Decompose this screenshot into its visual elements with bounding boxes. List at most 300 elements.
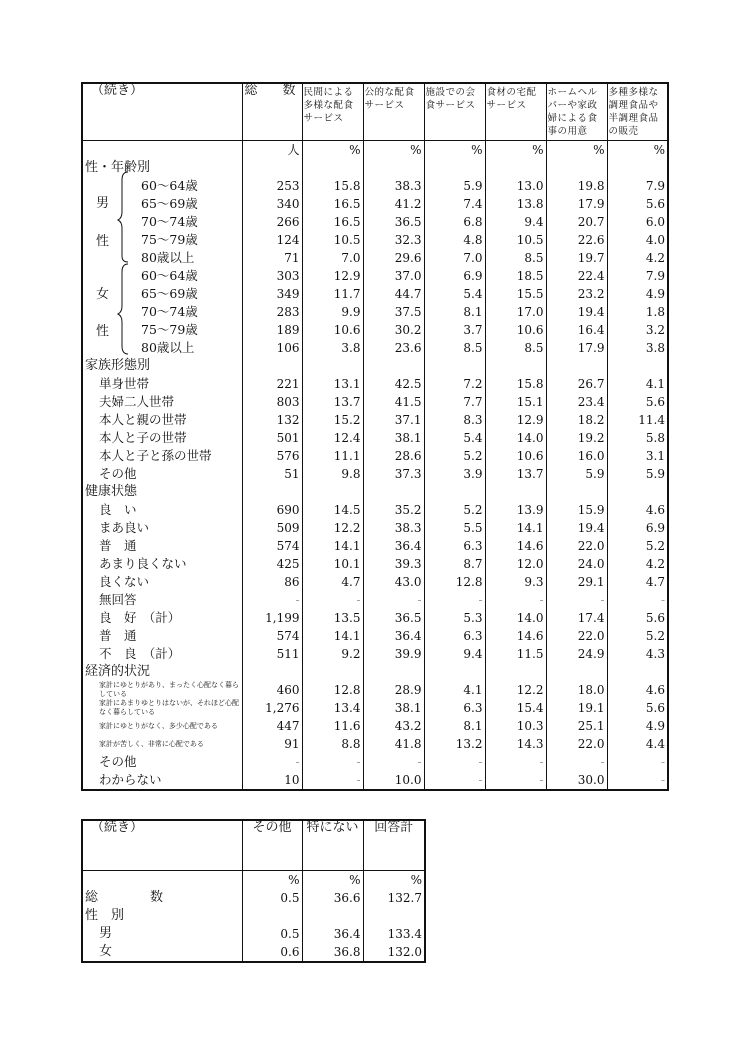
table-cell: -	[302, 753, 363, 771]
row-label: 本人と親の世帯	[99, 412, 187, 427]
table-cell: 9.3	[485, 573, 546, 591]
unit-cell: %	[546, 141, 607, 160]
table-cell: 36.6	[302, 889, 363, 907]
table-cell: 5.6	[607, 699, 668, 717]
row-label: 不 良 （計）	[99, 646, 181, 661]
table-cell: 26.7	[546, 375, 607, 393]
table-cell: 133.4	[363, 925, 425, 943]
table-cell: 41.5	[363, 393, 424, 411]
table-cell: 0.6	[242, 943, 302, 962]
table-cell: 14.5	[302, 501, 363, 519]
section-header-row	[82, 483, 668, 501]
table-cell: 7.2	[424, 375, 485, 393]
table-cell: 189	[242, 321, 302, 339]
table-cell: 14.6	[485, 627, 546, 645]
table-cell: 5.5	[424, 519, 485, 537]
unit-cell: %	[363, 141, 424, 160]
unit-row	[82, 141, 668, 160]
table-cell: 5.2	[424, 447, 485, 465]
table-row	[82, 717, 668, 735]
survey-table-continued	[81, 819, 426, 963]
table-cell: 10.6	[485, 447, 546, 465]
table-cell: -	[607, 753, 668, 771]
section-header-row	[82, 159, 668, 177]
table-cell: 5.6	[607, 195, 668, 213]
table-cell: 23.6	[363, 339, 424, 357]
unit-cell: 人	[242, 141, 302, 160]
table-cell: 4.9	[607, 717, 668, 735]
row-label: 無回答	[99, 592, 137, 607]
column-header: 多種多様な調理食品や半調理食品の販売	[607, 83, 668, 141]
row-label: 総 数	[85, 889, 164, 905]
unit-cell: %	[363, 870, 425, 889]
table-cell: 86	[242, 573, 302, 591]
table-cell: 5.2	[607, 537, 668, 555]
table-row	[82, 753, 668, 771]
table-cell: 7.0	[302, 249, 363, 267]
table-row	[82, 609, 668, 627]
table-cell: 4.2	[607, 555, 668, 573]
table-row	[82, 249, 668, 267]
row-label: まあ良い	[99, 520, 150, 535]
table-cell: 5.2	[607, 627, 668, 645]
table-cell: 43.2	[363, 717, 424, 735]
table-cell: 15.8	[302, 177, 363, 195]
table-cell: 10.0	[363, 771, 424, 790]
table-cell: 9.9	[302, 303, 363, 321]
table-cell: 18.0	[546, 681, 607, 699]
table-cell: 3.1	[607, 447, 668, 465]
table-cell: 1,276	[242, 699, 302, 717]
table-cell: 10.1	[302, 555, 363, 573]
table-cell: 511	[242, 645, 302, 663]
table-row	[82, 339, 668, 357]
table-cell: 283	[242, 303, 302, 321]
table-cell: 37.3	[363, 465, 424, 483]
sex-label-male-2: 性	[96, 234, 110, 249]
table-cell: 32.3	[363, 231, 424, 249]
column-header: 回答計	[363, 820, 425, 870]
table-cell: 5.4	[424, 429, 485, 447]
table-row	[82, 943, 425, 962]
row-label: 普 通	[99, 628, 137, 643]
table-row	[82, 681, 668, 699]
table-cell: 43.0	[363, 573, 424, 591]
table-cell: 22.0	[546, 735, 607, 753]
table-row	[82, 447, 668, 465]
table-cell: 10.6	[485, 321, 546, 339]
table-cell: -	[242, 753, 302, 771]
table-cell: 3.2	[607, 321, 668, 339]
table-cell: 6.3	[424, 537, 485, 555]
table-cell: 460	[242, 681, 302, 699]
table-row	[82, 907, 425, 925]
table-cell: 340	[242, 195, 302, 213]
table-row	[82, 519, 668, 537]
section-header-row	[82, 357, 668, 375]
table-cell: 22.0	[546, 627, 607, 645]
table-cell: 6.9	[424, 267, 485, 285]
section-title: 性・年齢別	[85, 160, 151, 175]
table-cell: 425	[242, 555, 302, 573]
total-header: 総 数	[242, 83, 302, 141]
table-cell: 8.5	[485, 249, 546, 267]
table-cell: 10.3	[485, 717, 546, 735]
table-cell: 4.6	[607, 681, 668, 699]
table-cell: 10	[242, 771, 302, 790]
table-cell: 13.2	[424, 735, 485, 753]
table-cell: 12.2	[302, 519, 363, 537]
table-cell: 106	[242, 339, 302, 357]
table-cell: 5.8	[607, 429, 668, 447]
sex-label-male-1: 男	[96, 196, 110, 211]
table-cell: 7.7	[424, 393, 485, 411]
table-cell: 15.2	[302, 411, 363, 429]
table-cell: -	[485, 771, 546, 790]
brace-icon	[116, 170, 130, 356]
table-cell: -	[546, 591, 607, 609]
table-cell: 14.6	[485, 537, 546, 555]
row-label: 良 い	[99, 502, 137, 517]
table-cell: 14.3	[485, 735, 546, 753]
column-header: 施設での会食サービス	[424, 83, 485, 141]
table-cell: 6.3	[424, 627, 485, 645]
row-label: 80歳以上	[141, 250, 195, 265]
table-cell: 349	[242, 285, 302, 303]
table-cell: 36.8	[302, 943, 363, 962]
table-cell: 15.9	[546, 501, 607, 519]
unit-cell: %	[302, 870, 363, 889]
table-cell: 5.4	[424, 285, 485, 303]
table-row	[82, 267, 668, 285]
table-cell: 5.9	[546, 465, 607, 483]
table-cell: 13.1	[302, 375, 363, 393]
row-label: その他	[99, 466, 137, 481]
table-cell: 3.7	[424, 321, 485, 339]
table-cell: 18.2	[546, 411, 607, 429]
row-label: 家計にゆとりがあり、まったく心配なく暮らしている	[99, 681, 239, 698]
table-cell: 22.0	[546, 537, 607, 555]
table-cell: 22.4	[546, 267, 607, 285]
table-cell: 7.4	[424, 195, 485, 213]
table-cell: 17.9	[546, 339, 607, 357]
table-cell: 29.1	[546, 573, 607, 591]
sex-label-female-1: 女	[96, 287, 110, 302]
table-row	[82, 573, 668, 591]
table-cell: 4.3	[607, 645, 668, 663]
table-cell: 38.1	[363, 699, 424, 717]
table-cell: 13.7	[302, 393, 363, 411]
table-cell: 7.9	[607, 267, 668, 285]
table-cell: 38.3	[363, 519, 424, 537]
table-cell: 16.5	[302, 213, 363, 231]
table-cell: 124	[242, 231, 302, 249]
table-cell: 574	[242, 537, 302, 555]
table-cell: 13.4	[302, 699, 363, 717]
column-header: 公的な配食サービス	[363, 83, 424, 141]
unit-cell: %	[607, 141, 668, 160]
table-cell: 6.0	[607, 213, 668, 231]
table-row	[82, 501, 668, 519]
table-cell: 8.5	[424, 339, 485, 357]
table-cell: 690	[242, 501, 302, 519]
row-label: 夫婦二人世帯	[99, 394, 175, 409]
table-cell: 37.1	[363, 411, 424, 429]
table-cell	[242, 907, 302, 925]
table-row	[82, 177, 668, 195]
table-row	[82, 591, 668, 609]
table-cell: 0.5	[242, 925, 302, 943]
table-cell: 22.6	[546, 231, 607, 249]
table-cell: 18.5	[485, 267, 546, 285]
table-cell: 8.1	[424, 303, 485, 321]
table-cell: 14.1	[485, 519, 546, 537]
unit-cell: %	[424, 141, 485, 160]
section-title: 家族形態別	[85, 358, 151, 373]
table-row	[82, 375, 668, 393]
unit-cell: %	[485, 141, 546, 160]
table-cell: 0.5	[242, 889, 302, 907]
table-row	[82, 735, 668, 753]
table-cell: 4.0	[607, 231, 668, 249]
table-cell: 509	[242, 519, 302, 537]
table-row	[82, 537, 668, 555]
table-cell: 19.7	[546, 249, 607, 267]
table-cell: 5.3	[424, 609, 485, 627]
table-cell: 71	[242, 249, 302, 267]
table-cell: 4.2	[607, 249, 668, 267]
table-cell: 17.9	[546, 195, 607, 213]
row-label: 家計にゆとりがなく、多少心配である	[99, 721, 218, 730]
table-cell: 3.8	[302, 339, 363, 357]
table-cell: 11.4	[607, 411, 668, 429]
table-cell: 4.1	[424, 681, 485, 699]
table-cell: 14.0	[485, 429, 546, 447]
table-row	[82, 627, 668, 645]
table-cell: 8.8	[302, 735, 363, 753]
table-cell: 19.8	[546, 177, 607, 195]
table-cell: 37.5	[363, 303, 424, 321]
table-cell: 303	[242, 267, 302, 285]
table-cell: 17.0	[485, 303, 546, 321]
table-row	[82, 321, 668, 339]
table-cell: 132.7	[363, 889, 425, 907]
table-cell: 266	[242, 213, 302, 231]
table-cell: 9.8	[302, 465, 363, 483]
table-cell: 7.9	[607, 177, 668, 195]
column-header: 特にない	[302, 820, 363, 870]
table-cell: 29.6	[363, 249, 424, 267]
row-label: 65～69歳	[141, 196, 198, 211]
row-label: 家計が苦しく、非常に心配である	[99, 739, 204, 748]
table-cell: 13.9	[485, 501, 546, 519]
table-cell: 36.5	[363, 609, 424, 627]
table-cell: 28.6	[363, 447, 424, 465]
table-cell: -	[424, 753, 485, 771]
table-cell: 10.6	[302, 321, 363, 339]
row-label: その他	[99, 754, 137, 769]
table-cell: 3.8	[607, 339, 668, 357]
table-cell: 132.0	[363, 943, 425, 962]
table-cell: 20.7	[546, 213, 607, 231]
table-cell: -	[607, 591, 668, 609]
table-cell: 10.5	[485, 231, 546, 249]
row-label: 70～74歳	[141, 214, 198, 229]
table-cell: 13.7	[485, 465, 546, 483]
row-label: 男	[99, 925, 113, 941]
table-cell: 28.9	[363, 681, 424, 699]
table-cell: 11.5	[485, 645, 546, 663]
survey-table-main	[81, 82, 669, 791]
section-title: 経済的状況	[85, 664, 151, 679]
table-cell: 3.9	[424, 465, 485, 483]
table-cell: 38.1	[363, 429, 424, 447]
row-label: わからない	[99, 772, 162, 787]
row-label: 65～69歳	[141, 286, 198, 301]
table-cell: 4.1	[607, 375, 668, 393]
row-label: 75～79歳	[141, 322, 198, 337]
table-row	[82, 213, 668, 231]
table-cell: 15.1	[485, 393, 546, 411]
table-cell	[302, 907, 363, 925]
table-cell: 221	[242, 375, 302, 393]
table-row	[82, 411, 668, 429]
table-cell: 9.4	[485, 213, 546, 231]
table-cell: 5.2	[424, 501, 485, 519]
table-cell: 5.9	[424, 177, 485, 195]
column-header: その他	[242, 820, 302, 870]
table-cell: 38.3	[363, 177, 424, 195]
table-cell: 4.4	[607, 735, 668, 753]
table-row	[82, 889, 425, 907]
table-cell: 4.8	[424, 231, 485, 249]
row-label: 女	[99, 943, 113, 959]
table-cell: 41.2	[363, 195, 424, 213]
row-label: あまり良くない	[99, 556, 187, 571]
table-cell: 13.5	[302, 609, 363, 627]
table-cell: 12.4	[302, 429, 363, 447]
table-corner-label: （続き）	[91, 83, 144, 98]
table-cell: 17.4	[546, 609, 607, 627]
table-cell: 4.7	[607, 573, 668, 591]
table-cell: 41.8	[363, 735, 424, 753]
table-cell: 5.9	[607, 465, 668, 483]
table-cell: 12.8	[424, 573, 485, 591]
row-label: 60～64歳	[141, 268, 198, 283]
table-row	[82, 645, 668, 663]
table-cell	[363, 907, 425, 925]
table-cell: 19.2	[546, 429, 607, 447]
table-cell: -	[485, 591, 546, 609]
row-label: 家計にあまりゆとりはないが、それほど心配なく暮らしている	[99, 699, 239, 716]
table-row	[82, 465, 668, 483]
table-cell: 39.9	[363, 645, 424, 663]
table-cell: 42.5	[363, 375, 424, 393]
table-cell: 36.5	[363, 213, 424, 231]
table-cell: 12.0	[485, 555, 546, 573]
table-cell: 9.4	[424, 645, 485, 663]
table-cell: -	[363, 591, 424, 609]
table-cell: 576	[242, 447, 302, 465]
table-cell: -	[607, 771, 668, 790]
table-cell: 8.5	[485, 339, 546, 357]
section-header-row	[82, 663, 668, 681]
table-row	[82, 303, 668, 321]
table-cell: 11.7	[302, 285, 363, 303]
table-cell: 4.9	[607, 285, 668, 303]
table-cell: -	[302, 771, 363, 790]
row-label: 良くない	[99, 574, 150, 589]
section-title: 健康状態	[85, 484, 138, 499]
table-cell: 14.1	[302, 627, 363, 645]
table-cell: 12.9	[302, 267, 363, 285]
table-row	[82, 285, 668, 303]
table-row	[82, 429, 668, 447]
table-row	[82, 771, 668, 790]
table-cell: 447	[242, 717, 302, 735]
table-cell: 1.8	[607, 303, 668, 321]
table-cell: 37.0	[363, 267, 424, 285]
table-cell: 19.4	[546, 303, 607, 321]
column-header: ホームヘルパーや家政婦による食事の用意	[546, 83, 607, 141]
table-cell: 574	[242, 627, 302, 645]
table-cell: -	[363, 753, 424, 771]
table-row	[82, 925, 425, 943]
table-cell: 501	[242, 429, 302, 447]
table-cell: 15.5	[485, 285, 546, 303]
table-cell: 24.9	[546, 645, 607, 663]
table-cell: 36.4	[363, 627, 424, 645]
table-cell: -	[424, 591, 485, 609]
row-label: 本人と子と孫の世帯	[99, 448, 212, 463]
table-cell: -	[242, 591, 302, 609]
table-cell: -	[302, 591, 363, 609]
table-cell: 14.0	[485, 609, 546, 627]
table-cell: -	[546, 753, 607, 771]
row-label: 80歳以上	[141, 340, 195, 355]
table-cell: 25.1	[546, 717, 607, 735]
unit-cell: %	[242, 870, 302, 889]
table-cell: 7.0	[424, 249, 485, 267]
table-cell: 23.2	[546, 285, 607, 303]
table-cell: 12.8	[302, 681, 363, 699]
row-label: 単身世帯	[99, 376, 150, 391]
table-cell: -	[485, 753, 546, 771]
table-cell: 30.2	[363, 321, 424, 339]
table-cell: 803	[242, 393, 302, 411]
table-cell: 5.6	[607, 393, 668, 411]
column-header: 食材の宅配サービス	[485, 83, 546, 141]
table-cell: 6.8	[424, 213, 485, 231]
row-label: 性 別	[85, 907, 125, 923]
table-cell: 4.7	[302, 573, 363, 591]
table-cell: 24.0	[546, 555, 607, 573]
table-cell: 30.0	[546, 771, 607, 790]
table-cell: 10.5	[302, 231, 363, 249]
table-cell: 23.4	[546, 393, 607, 411]
table-cell: 253	[242, 177, 302, 195]
table-cell: 15.8	[485, 375, 546, 393]
table-cell: 36.4	[363, 537, 424, 555]
table-cell: 8.7	[424, 555, 485, 573]
table-cell: 8.1	[424, 717, 485, 735]
table-cell: 6.3	[424, 699, 485, 717]
unit-row	[82, 870, 425, 889]
table-cell: 35.2	[363, 501, 424, 519]
unit-cell: %	[302, 141, 363, 160]
table-cell: 11.6	[302, 717, 363, 735]
row-label: 良 好 （計）	[99, 610, 181, 625]
